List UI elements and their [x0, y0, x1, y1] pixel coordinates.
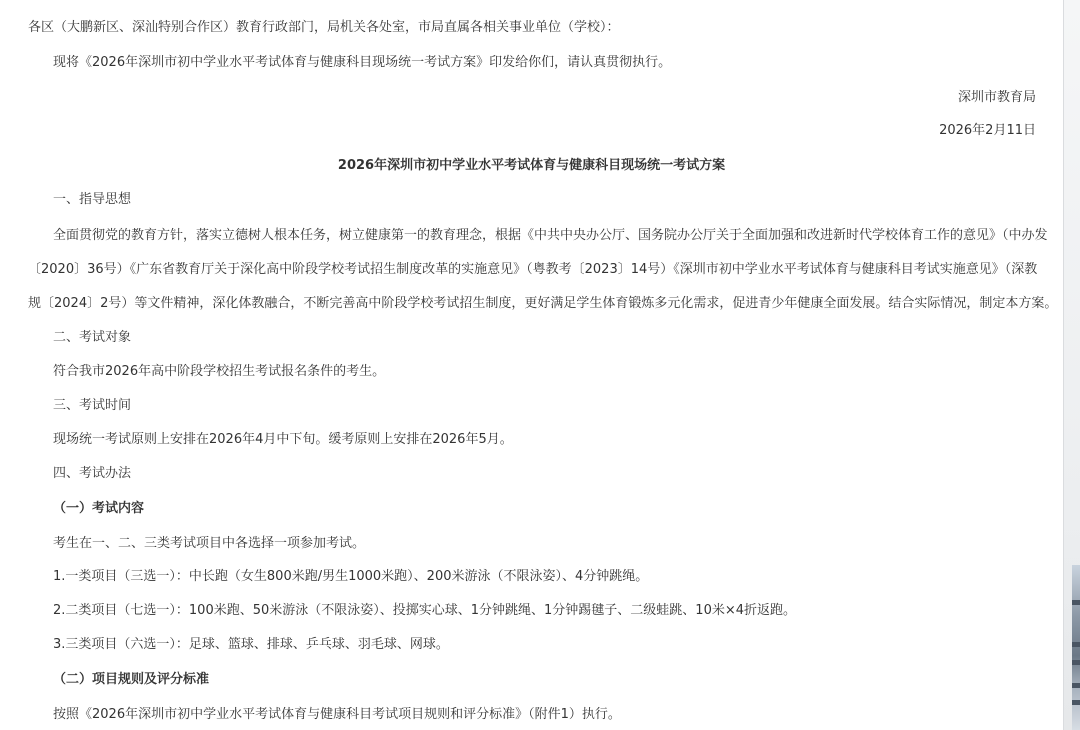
- section-body-line: 规〔2024〕2号）等文件精神，深化体教融合，不断完善高中阶段学校考试招生制度，更好满足学生体育锻炼多元化需求，促进青少年健康全面发展。结合实际情况，制定本方案。: [28, 296, 1058, 311]
- partial-photo: [1072, 565, 1080, 730]
- section-heading-exam-subjects: 二、考试对象: [53, 330, 132, 345]
- list-item: 3.三类项目（六选一）：足球、篮球、排球、乒乓球、羽毛球、网球。: [53, 637, 449, 652]
- section-body-line: 按照《2026年深圳市初中学业水平考试体育与健康科目考试项目规则和评分标准》（附件1）执行。: [53, 707, 621, 722]
- salutation: 各区（大鹏新区、深汕特别合作区）教育行政部门，局机关各处室，市局直属各相关事业单位（学校）：: [28, 20, 620, 35]
- subsection-heading-scoring-rules: （二）项目规则及评分标准: [53, 672, 210, 687]
- list-item: 2.二类项目（七选一）：100米跑、50米游泳（不限泳姿）、投掷实心球、1分钟跳绳、1分钟踢毽子、二级蛙跳、10米×4折返跑。: [53, 603, 797, 618]
- section-body-line: 考生在一、二、三类考试项目中各选择一项参加考试。: [53, 536, 366, 551]
- section-body-line: 现场统一考试原则上安排在2026年4月中下旬。缓考原则上安排在2026年5月。: [53, 432, 513, 447]
- section-heading-exam-method: 四、考试办法: [53, 466, 132, 481]
- photo-detail: [1072, 700, 1080, 705]
- section-heading-exam-time: 三、考试时间: [53, 398, 132, 413]
- document-title: 2026年深圳市初中学业水平考试体育与健康科目现场统一考试方案: [337, 158, 726, 173]
- photo-detail: [1072, 660, 1080, 665]
- adjacent-image-edge: [1063, 0, 1080, 730]
- section-heading-guiding-ideology: 一、指导思想: [53, 192, 132, 207]
- section-body-line: 符合我市2026年高中阶段学校招生考试报名条件的考生。: [53, 364, 386, 379]
- intro-paragraph: 现将《2026年深圳市初中学业水平考试体育与健康科目现场统一考试方案》印发给你们，请认真贯彻执行。: [53, 55, 672, 70]
- issue-date: 2026年2月11日: [939, 123, 1036, 138]
- section-body-line: 全面贯彻党的教育方针，落实立德树人根本任务，树立健康第一的教育理念，根据《中共中央办公厅、国务院办公厅关于全面加强和改进新时代学校体育工作的意见》（中办发: [53, 228, 1048, 243]
- list-item: 1.一类项目（三选一）：中长跑（女生800米跑/男生1000米跑）、200米游泳（不限泳姿）、4分钟跳绳。: [53, 569, 649, 584]
- photo-detail: [1072, 600, 1080, 605]
- subsection-heading-exam-content: （一）考试内容: [53, 501, 145, 516]
- photo-detail: [1072, 683, 1080, 688]
- section-body-line: 〔2020〕36号）《广东省教育厅关于深化高中阶段学校考试招生制度改革的实施意见》（粤教考〔2023〕14号）《深圳市初中学业水平考试体育与健康科目考试实施意见》（深教: [28, 262, 1038, 277]
- issuer: 深圳市教育局: [957, 90, 1036, 105]
- photo-detail: [1072, 642, 1080, 647]
- edge-divider: [1063, 0, 1064, 730]
